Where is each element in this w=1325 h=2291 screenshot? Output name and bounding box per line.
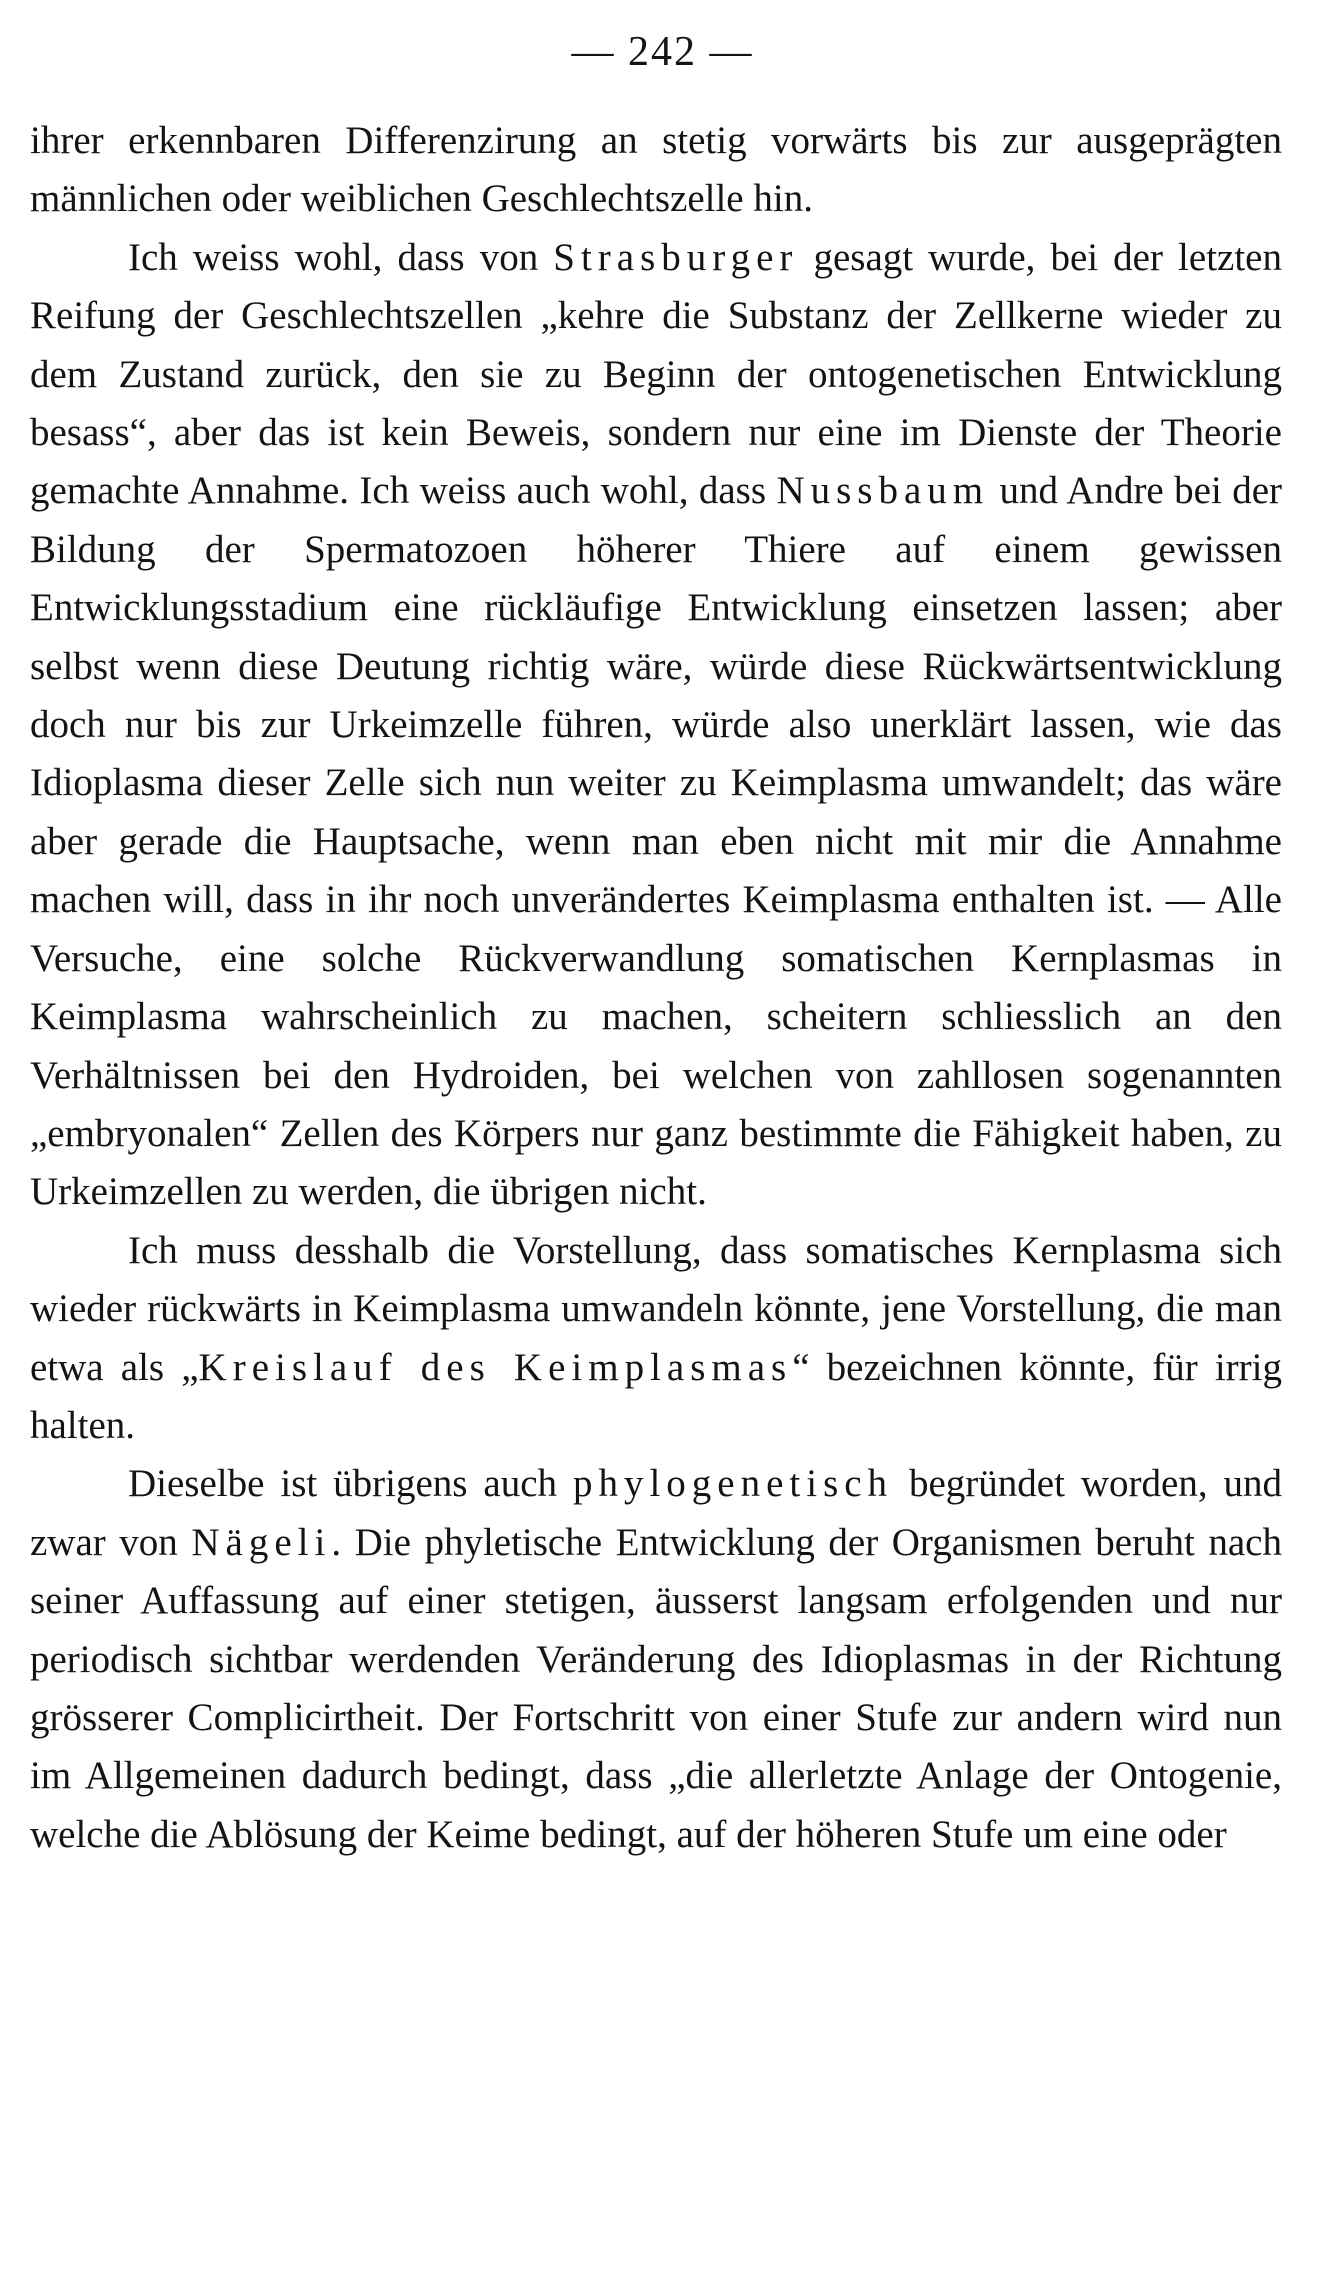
- text-run: “ bezeichnen könnte, für irrig halten.: [30, 1345, 1282, 1447]
- spaced-term: phylogenetisch: [572, 1462, 894, 1506]
- paragraph: [30, 1222, 1282, 1456]
- text-run: Dieselbe ist übrigens auch: [128, 1462, 573, 1506]
- text-run: ihrer erkennbaren Differenzirung an stetig vorwärts bis zur ausgeprägten männlichen oder weiblichen Geschlechtszelle hin.: [30, 119, 1282, 221]
- text-run: Ich weiss wohl, dass von: [128, 235, 554, 279]
- text-run: und Andre bei der Bildung der Spermatozoen höherer Thiere auf einem gewissen Entwicklungsstadium eine rückläufige Entwicklung einsetzen lassen; aber selbst wenn diese Deutung richtig wäre, würde diese Rückwärtsentwicklung doch nur bis zur Urkeimzelle führen, würde also unerklärt lassen, wie das Idioplasma dieser Zelle sich nun weiter zu Keimplasma umwandelt; das wäre aber gerade die Hauptsache, wenn man eben nicht mit mir die Annahme machen will, dass in ihr noch unverändertes Keimplasma enthalten ist. — Alle Versuche, eine solche Rückverwandlung somatischen Kernplasmas in Keimplasma wahrscheinlich zu machen, scheitern schliesslich an den Verhältnissen bei den Hydroiden, bei welchen von zahllosen sogenannten „embryonalen“ Zellen des Körpers nur ganz bestimmte die Fähigkeit haben, zu Urkeimzellen zu werden, die übrigen nicht.: [30, 469, 1282, 1214]
- spaced-term: Kreislauf des Keimplasmas: [198, 1345, 793, 1389]
- text-run: Ich muss desshalb die Vorstellung, dass somatisches Kernplasma sich wieder rückwärts in Keimplasma umwandeln könnte, jene Vorstellung, die man etwa als „: [30, 1228, 1282, 1389]
- paragraph: [30, 112, 1282, 229]
- body-text: [30, 112, 1282, 1864]
- text-run: begründet worden, und zwar von: [30, 1462, 1282, 1564]
- paragraph: [30, 229, 1282, 1222]
- spaced-name: Nussbaum: [776, 469, 990, 513]
- text-run: gesagt wurde, bei der letzten Reifung der Geschlechtszellen „kehre die Substanz der Zellkerne wieder zu dem Zustand zurück, den sie zu Beginn der ontogenetischen Entwicklung besass“, aber das ist kein Beweis, sondern nur eine im Dienste der Theorie gemachte Annahme. Ich weiss auch wohl, dass: [30, 235, 1282, 513]
- page-number: — 242 —: [571, 29, 754, 75]
- text-run: . Die phyletische Entwicklung der Organismen beruht nach seiner Auffassung auf einer stetigen, äusserst langsam erfolgenden und nur periodisch sichtbar werdenden Veränderung des Idioplasmas in der Richtung grösserer Complicirtheit. Der Fortschritt von einer Stufe zur andern wird nun im Allgemeinen dadurch bedingt, dass „die allerletzte Anlage der Ontogenie, welche die Ablösung der Keime bedingt, auf der höheren Stufe um eine oder: [30, 1520, 1282, 1856]
- spaced-name: Nägeli: [191, 1520, 332, 1564]
- spaced-name: Strasburger: [553, 235, 799, 279]
- paragraph: [30, 1455, 1282, 1864]
